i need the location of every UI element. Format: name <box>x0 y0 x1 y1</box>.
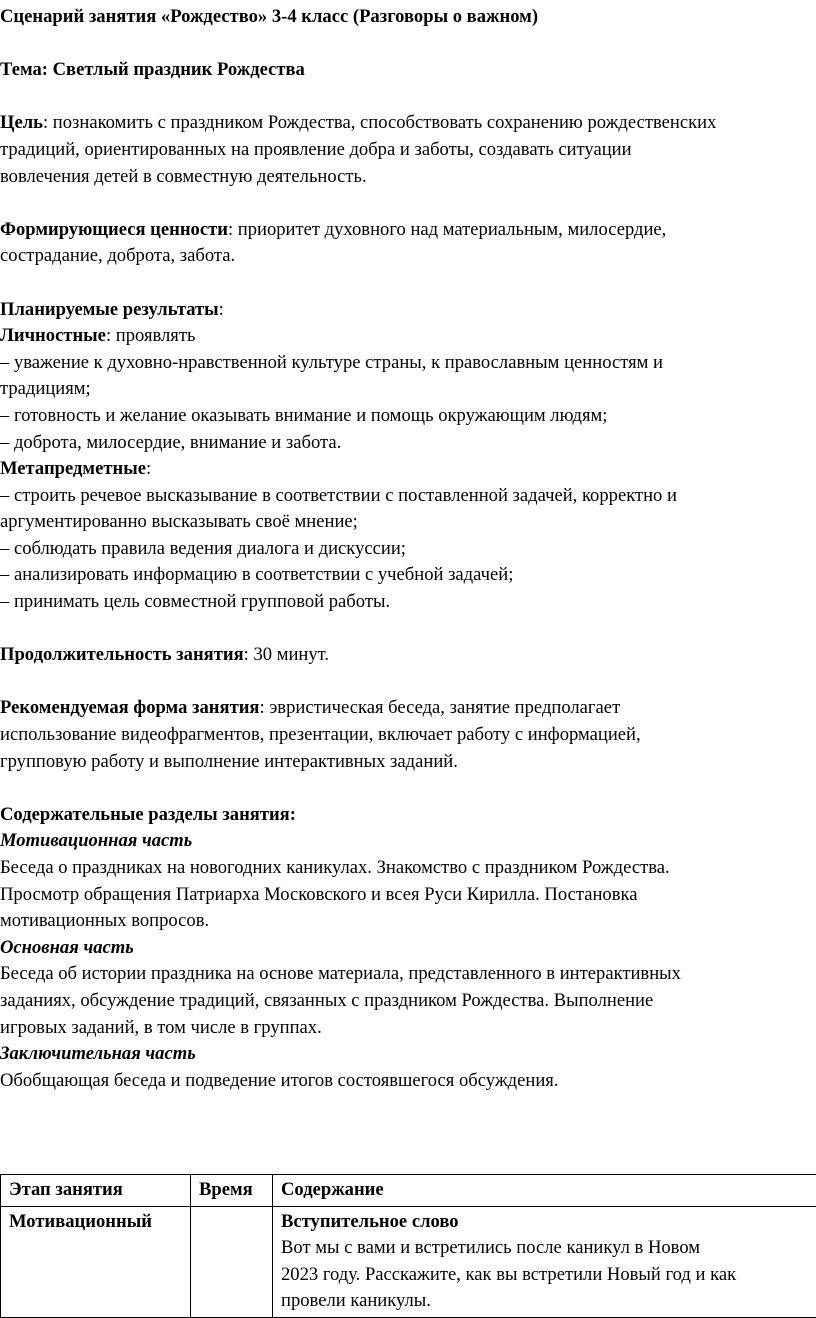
cell-time <box>191 1206 273 1317</box>
personal-item: – доброта, милосердие, внимание и забота. <box>0 431 342 453</box>
form-label: Рекомендуемая форма занятия <box>0 697 260 719</box>
meta-item: – соблюдать правила ведения диалога и дискуссии; <box>0 537 406 559</box>
sections-heading: Содержательные разделы занятия: <box>0 803 296 825</box>
header-time: Время <box>191 1175 273 1207</box>
section-text: Просмотр обращения Патриарха Московского и всея Руси Кирилла. Постановка <box>0 883 638 905</box>
personal-intro: : проявлять <box>105 325 196 347</box>
goal-text-3: вовлечения детей в совместную деятельность. <box>0 165 367 187</box>
topic-line: Тема: Светлый праздник Рождества <box>0 59 305 81</box>
table-row <box>1 1206 816 1317</box>
table-header-row <box>1 1175 816 1207</box>
cell-stage: Мотивационный <box>1 1206 191 1317</box>
meta-item: – строить речевое высказывание в соответствии с поставленной задачей, корректно и <box>0 484 677 506</box>
header-content: Содержание <box>273 1175 816 1207</box>
cell-content <box>273 1206 816 1317</box>
results-heading <box>0 297 816 324</box>
duration-line <box>0 642 816 669</box>
personal-label: Личностные <box>0 325 106 347</box>
meta-heading <box>0 456 816 483</box>
content-line: Вот мы с вами и встретились после каникул в Новом <box>281 1237 701 1259</box>
section-text: Беседа о праздниках на новогодних каникулах. Знакомство с праздником Рождества. <box>0 857 670 878</box>
section-text: заданиях, обсуждение традиций, связанных с праздником Рождества. Выполнение <box>0 989 654 1011</box>
goal-text-2: традиций, ориентированных на проявление добра и заботы, создавать ситуации <box>0 138 632 160</box>
content-line: провели каникулы. <box>281 1290 431 1312</box>
content-title: Вступительное слово <box>281 1210 459 1232</box>
lesson-table <box>0 1174 816 1318</box>
personal-item: традициям; <box>0 378 91 400</box>
values-label: Формирующиеся ценности <box>0 218 228 240</box>
meta-label: Метапредметные <box>0 458 146 480</box>
goal-label: Цель <box>0 112 43 134</box>
content-line: 2023 году. Расскажите, как вы встретили Новый год и как <box>281 1263 737 1285</box>
meta-item: – анализировать информацию в соответствии с учебной задачей; <box>0 564 514 586</box>
results-label: Планируемые результаты <box>0 298 219 320</box>
section-text: игровых заданий, в том числе в группах. <box>0 1016 322 1038</box>
values-line-1 <box>0 217 816 244</box>
goal-line-1 <box>0 110 816 137</box>
values-text-2: сострадание, доброта, забота. <box>0 245 236 267</box>
form-line-1 <box>0 695 816 722</box>
section-title-final: Заключительная часть <box>0 1043 196 1065</box>
document-title: Сценарий занятия «Рождество» 3-4 класс (Разговоры о важном) <box>0 6 539 27</box>
document-body <box>0 4 816 1094</box>
values-text-1: : приоритет духовного над материальным, милосердие, <box>227 218 667 240</box>
section-title-motivational: Мотивационная часть <box>0 830 193 852</box>
form-text-3: групповую работу и выполнение интерактивных заданий. <box>0 750 458 772</box>
personal-heading <box>0 323 816 350</box>
duration-label: Продолжительность занятия <box>0 644 244 666</box>
meta-item: – принимать цель совместной групповой работы. <box>0 591 391 613</box>
goal-text-1: : познакомить с праздником Рождества, способствовать сохранению рождественских <box>42 112 717 134</box>
form-text-2: использование видеофрагментов, презентации, включает работу с информацией, <box>0 724 641 746</box>
section-text: мотивационных вопросов. <box>0 910 210 932</box>
meta-item: аргументированно высказывать своё мнение; <box>0 511 358 533</box>
duration-value: : 30 минут. <box>243 644 330 666</box>
personal-item: – готовность и желание оказывать внимание и помощь окружающим людям; <box>0 404 608 426</box>
form-text-1: : эвристическая беседа, занятие предполагает <box>259 697 621 719</box>
section-text: Обобщающая беседа и подведение итогов состоявшегося обсуждения. <box>0 1069 559 1091</box>
meta-colon: : <box>145 458 152 480</box>
section-text: Беседа об истории праздника на основе материала, представленного в интерактивных <box>0 963 681 985</box>
results-colon: : <box>218 298 224 320</box>
personal-item: – уважение к духовно-нравственной культуре страны, к православным ценностям и <box>0 351 664 373</box>
section-title-main: Основная часть <box>0 936 134 958</box>
header-stage: Этап занятия <box>1 1175 191 1207</box>
